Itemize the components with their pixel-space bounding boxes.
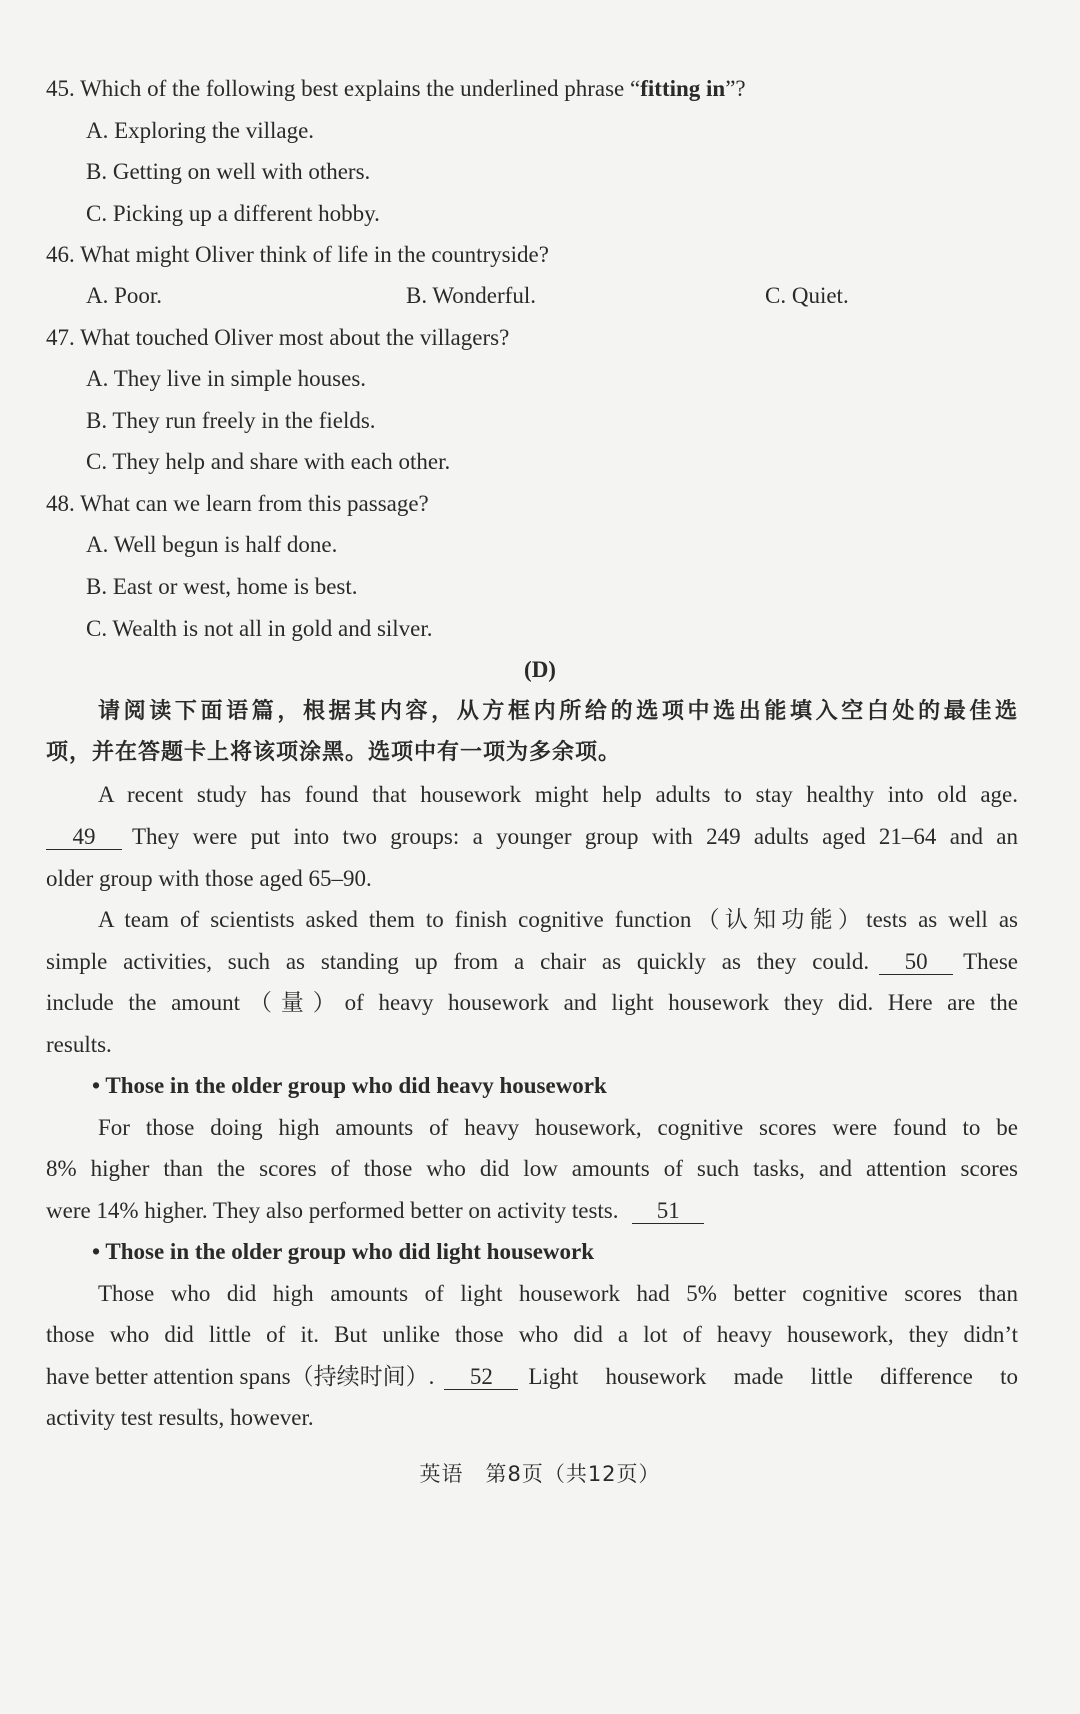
passage-p1-line-2-text: They were put into two groups: a younger group with 249 adults aged 21–64 and an: [132, 824, 1018, 849]
question-45-stem: [46, 74, 746, 104]
question-46-option-b[interactable]: B. Wonderful.: [406, 283, 536, 308]
passage-p4-line-3-tail: Light housework made little difference to: [528, 1364, 1018, 1389]
blank-52[interactable]: 52: [444, 1365, 518, 1390]
question-46-stem: 46. What might Oliver think of life in the countryside?: [46, 242, 549, 267]
page-footer: 英语 第8页（共12页）: [419, 1462, 661, 1486]
question-47-option-c[interactable]: C. They help and share with each other.: [86, 449, 451, 474]
blank-51[interactable]: 51: [632, 1199, 704, 1224]
passage-p2-line-2: [46, 947, 1018, 977]
blank-50[interactable]: 50: [879, 950, 953, 975]
question-48-option-c[interactable]: C. Wealth is not all in gold and silver.: [86, 616, 433, 641]
blank-49[interactable]: 49: [46, 825, 122, 850]
section-d-instructions-line-1: 请阅读下面语篇，根据其内容，从方框内所给的选项中选出能填入空白处的最佳选: [98, 699, 1018, 724]
passage-p4-line-3: [46, 1362, 1018, 1392]
passage-p1-line-3: older group with those aged 65–90.: [46, 866, 372, 891]
section-d-title: (D): [524, 657, 556, 682]
passage-p4-line-3-text: have better attention spans（持续时间）.: [46, 1364, 435, 1389]
passage-p1-line-2: [46, 822, 1018, 852]
question-45-option-a[interactable]: A. Exploring the village.: [86, 118, 315, 143]
passage-p4-line-1: Those who did high amounts of light housework had 5% better cognitive scores than: [98, 1281, 1018, 1306]
question-46-option-a[interactable]: A. Poor.: [86, 283, 163, 308]
question-45-text: 45. Which of the following best explains the underlined phrase “: [46, 76, 641, 101]
passage-p2-line-2-tail: These: [963, 949, 1018, 974]
question-45-end: ”?: [725, 76, 746, 101]
passage-p4-line-2: those who did little of it. But unlike those who did a lot of heavy housework, they didn’t: [46, 1322, 1018, 1347]
passage-p2-line-1: A team of scientists asked them to finish cognitive function（认知功能）tests as well as: [98, 907, 1018, 932]
question-45-option-b[interactable]: B. Getting on well with others.: [86, 159, 371, 184]
passage-p3-line-1: For those doing high amounts of heavy housework, cognitive scores were found to be: [98, 1115, 1018, 1140]
passage-p1-line-1: A recent study has found that housework might help adults to stay healthy into old age.: [98, 782, 1018, 807]
passage-p2-line-2-text: simple activities, such as standing up from a chair as quickly as they could.: [46, 949, 870, 974]
question-48-stem: 48. What can we learn from this passage?: [46, 491, 429, 516]
passage-p3-line-3: [46, 1196, 704, 1226]
question-46-option-c[interactable]: C. Quiet.: [765, 283, 849, 308]
question-47-option-b[interactable]: B. They run freely in the fields.: [86, 408, 376, 433]
question-48-option-b[interactable]: B. East or west, home is best.: [86, 574, 358, 599]
question-48-option-a[interactable]: A. Well begun is half done.: [86, 532, 338, 557]
light-housework-heading: • Those in the older group who did light housework: [92, 1239, 595, 1264]
passage-p3-line-3-text: were 14% higher. They also performed better on activity tests.: [46, 1198, 619, 1223]
passage-p2-line-3: include the amount（量）of heavy housework and light housework they did. Here are the: [46, 990, 1018, 1015]
heavy-housework-heading: • Those in the older group who did heavy housework: [92, 1073, 607, 1098]
passage-p2-line-4: results.: [46, 1032, 112, 1057]
question-47-option-a[interactable]: A. They live in simple houses.: [86, 366, 367, 391]
passage-p3-line-2: 8% higher than the scores of those who did low amounts of such tasks, and attention scores: [46, 1156, 1018, 1181]
question-45-option-c[interactable]: C. Picking up a different hobby.: [86, 201, 380, 226]
question-47-stem: 47. What touched Oliver most about the villagers?: [46, 325, 510, 350]
passage-p4-line-4: activity test results, however.: [46, 1405, 314, 1430]
section-d-instructions-line-2: 项，并在答题卡上将该项涂黑。选项中有一项为多余项。: [46, 740, 622, 765]
underlined-phrase: fitting in: [640, 76, 726, 101]
